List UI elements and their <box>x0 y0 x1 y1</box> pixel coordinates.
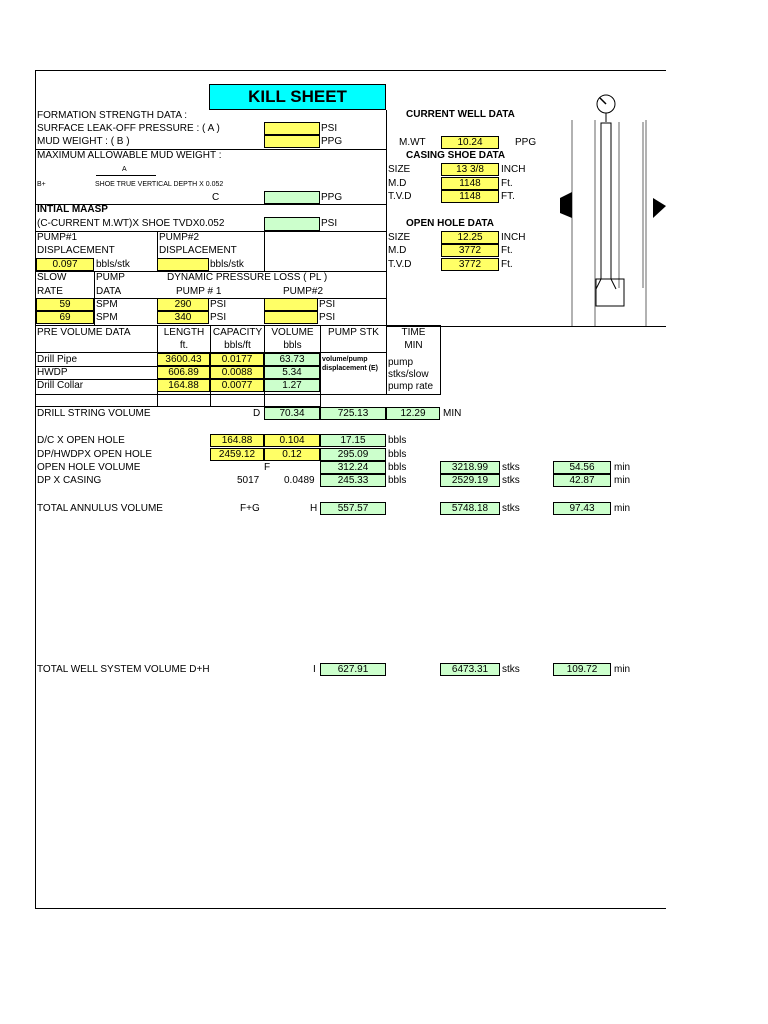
pump2-pl-2-unit: PSI <box>319 312 336 323</box>
casing-md-unit: Ft. <box>501 178 513 189</box>
oh-volume-label: OPEN HOLE VOLUME <box>37 462 141 473</box>
current-well-label: CURRENT WELL DATA <box>406 109 515 120</box>
dc-oh-volume: 17.15 <box>320 434 386 447</box>
drill-string-time: 12.29 <box>386 407 440 420</box>
pump-note-2: stks/slow <box>388 369 429 380</box>
dp-casing-time-unit: min <box>614 475 631 486</box>
mudweight-input[interactable] <box>264 135 320 148</box>
leakoff-unit: PSI <box>321 123 338 134</box>
drill-pipe-length[interactable]: 3600.43 <box>157 353 210 366</box>
casing-md-value[interactable]: 1148 <box>441 177 499 190</box>
oh-md-label: M.D <box>388 245 407 256</box>
drill-string-label: DRILL STRING VOLUME <box>37 408 151 419</box>
pump-label: PUMP <box>96 272 125 283</box>
hwdp-length[interactable]: 606.89 <box>157 366 210 379</box>
maasp-label: INTIAL MAASP <box>37 204 108 215</box>
volume-unit-header: bbls <box>283 340 302 351</box>
mwt-label: M.WT <box>399 137 426 148</box>
pump1-displacement-unit: bbls/stk <box>96 259 130 270</box>
dp-oh-label: DP/HWDPX OPEN HOLE <box>37 449 153 460</box>
maamw-unit: PPG <box>321 192 343 203</box>
drill-collar-length[interactable]: 164.88 <box>157 379 210 392</box>
slow-rate-1[interactable]: 59 <box>36 298 94 311</box>
slow-rate-2-unit: SPM <box>96 312 118 323</box>
hwdp-volume: 5.34 <box>264 366 320 379</box>
mudweight-label: MUD WEIGHT : ( B ) <box>37 136 130 147</box>
dp-casing-time: 42.87 <box>553 474 611 487</box>
slow-rate-2[interactable]: 69 <box>36 311 94 324</box>
oh-volume-unit: bbls <box>388 462 407 473</box>
pump2-pl-1-unit: PSI <box>319 299 336 310</box>
formula-fraction-line <box>96 175 156 176</box>
total-annulus-strokes-unit: stks <box>502 503 520 514</box>
formula-denominator: SHOE TRUE VERTICAL DEPTH X 0.052 <box>95 181 224 188</box>
formula-bplus: B+ <box>37 181 46 188</box>
pump2-displacement-unit: bbls/stk <box>210 259 244 270</box>
well-schematic <box>548 88 668 328</box>
dc-oh-length[interactable]: 164.88 <box>210 434 264 447</box>
mudweight-unit: PPG <box>321 136 343 147</box>
pump-note-1: pump <box>388 357 414 368</box>
hwdp-capacity[interactable]: 0.0088 <box>210 366 264 379</box>
casing-tvd-unit: FT. <box>501 191 515 202</box>
total-annulus-time: 97.43 <box>553 502 611 515</box>
well-system-strokes-unit: stks <box>502 664 520 675</box>
dp-casing-label: DP X CASING <box>37 475 102 486</box>
total-annulus-formula: F+G <box>240 503 260 514</box>
pump1-header: PUMP # 1 <box>176 286 222 297</box>
well-system-time-unit: min <box>614 664 631 675</box>
page-title: KILL SHEET <box>209 84 386 110</box>
row-line <box>36 231 386 232</box>
col-line <box>386 110 387 326</box>
dp-casing-strokes-unit: stks <box>502 475 520 486</box>
oh-tvd-unit: Ft. <box>501 259 513 270</box>
dp-oh-unit: bbls <box>388 449 407 460</box>
dp-oh-capacity[interactable]: 0.12 <box>264 448 320 461</box>
pump-stk-header: PUMP STK <box>328 327 379 338</box>
volume-pump-note: volume/pump displacement (E) <box>322 356 379 372</box>
total-annulus-time-unit: min <box>614 503 631 514</box>
pump2-displacement-label: DISPLACEMENT <box>159 245 237 256</box>
formula-a: A <box>122 166 127 173</box>
pump1-pl-1-unit: PSI <box>210 299 227 310</box>
drill-string-time-unit: MIN <box>443 408 462 419</box>
total-annulus-letter: H <box>310 503 318 514</box>
oh-tvd-label: T.V.D <box>388 259 412 270</box>
pump1-displacement-value[interactable]: 0.097 <box>36 258 94 271</box>
oh-tvd-value[interactable]: 3772 <box>441 258 499 271</box>
dp-casing-volume: 245.33 <box>320 474 386 487</box>
leakoff-label: SURFACE LEAK-OFF PRESSURE : ( A ) <box>37 123 220 134</box>
rate-label: RATE <box>37 286 63 297</box>
dpl-label: DYNAMIC PRESSURE LOSS ( PL ) <box>167 272 328 283</box>
drill-string-volume: 70.34 <box>264 407 320 420</box>
casing-size-value[interactable]: 13 3/8 <box>441 163 499 176</box>
oh-strokes-value: 3218.99 <box>440 461 500 474</box>
pump2-label: PUMP#2 <box>159 232 200 243</box>
drill-pipe-capacity[interactable]: 0.0177 <box>210 353 264 366</box>
pump1-pl-2[interactable]: 340 <box>157 311 209 324</box>
dc-oh-unit: bbls <box>388 435 407 446</box>
capacity-header: CAPACITY <box>212 327 263 338</box>
total-annulus-strokes: 5748.18 <box>440 502 500 515</box>
oh-volume-value: 312.24 <box>320 461 386 474</box>
drill-string-letter: D <box>253 408 261 419</box>
pump2-displacement-input[interactable] <box>157 258 209 271</box>
dp-casing-capacity: 0.0489 <box>284 475 315 486</box>
well-system-volume: 627.91 <box>320 663 386 676</box>
oh-size-unit: INCH <box>501 232 526 243</box>
dc-oh-label: D/C X OPEN HOLE <box>37 435 125 446</box>
casing-tvd-value[interactable]: 1148 <box>441 190 499 203</box>
oh-size-value[interactable]: 12.25 <box>441 231 499 244</box>
pump2-pl-1[interactable] <box>264 298 318 311</box>
frame-bottom-line <box>35 908 666 909</box>
well-system-letter: I <box>313 664 316 675</box>
dp-casing-unit: bbls <box>388 475 407 486</box>
pump1-pl-1[interactable]: 290 <box>157 298 209 311</box>
pressure-gauge-icon <box>597 95 615 113</box>
frame-left-line <box>35 70 36 909</box>
dp-casing-length: 5017 <box>237 475 260 486</box>
time-header: TIME <box>401 327 426 338</box>
slow-rate-1-unit: SPM <box>96 299 118 310</box>
maamw-label: MAXIMUM ALLOWABLE MUD WEIGHT : <box>37 150 222 161</box>
capacity-unit-header: bbls/ft <box>224 340 251 351</box>
total-annulus-label: TOTAL ANNULUS VOLUME <box>37 503 163 514</box>
formation-label: FORMATION STRENGTH DATA : <box>37 110 187 121</box>
col-line <box>264 231 265 271</box>
drill-pipe-volume: 63.73 <box>264 353 320 366</box>
oh-md-value[interactable]: 3772 <box>441 244 499 257</box>
length-unit-header: ft. <box>179 340 189 351</box>
drill-string-strokes: 725.13 <box>320 407 386 420</box>
well-system-time: 109.72 <box>553 663 611 676</box>
casing-md-label: M.D <box>388 178 407 189</box>
casing-tvd-label: T.V.D <box>388 191 412 202</box>
casing-size-label: SIZE <box>388 164 411 175</box>
pump1-label: PUMP#1 <box>37 232 78 243</box>
mwt-unit: PPG <box>515 137 537 148</box>
drill-collar-capacity[interactable]: 0.0077 <box>210 379 264 392</box>
oh-time-unit: min <box>614 462 631 473</box>
oh-volume-letter: F <box>264 462 271 473</box>
maasp-formula: (C-CURRENT M.WT)X SHOE TVDX0.052 <box>37 218 225 229</box>
oh-size-label: SIZE <box>388 232 411 243</box>
well-system-label: TOTAL WELL SYSTEM VOLUME D+H <box>37 664 210 675</box>
oh-strokes-unit: stks <box>502 462 520 473</box>
maasp-output <box>264 217 320 231</box>
well-system-strokes: 6473.31 <box>440 663 500 676</box>
frame-top-line <box>35 70 666 71</box>
maasp-unit: PSI <box>321 218 338 229</box>
dc-oh-capacity[interactable]: 0.104 <box>264 434 320 447</box>
pump-note-3: pump rate <box>388 381 434 392</box>
maamw-output <box>264 191 320 204</box>
dp-oh-volume: 295.09 <box>320 448 386 461</box>
oh-md-unit: Ft. <box>501 245 513 256</box>
leakoff-input[interactable] <box>264 122 320 135</box>
table-row-name: Drill Collar <box>37 380 84 391</box>
time-unit-header: MIN <box>404 340 423 351</box>
dp-casing-strokes: 2529.19 <box>440 474 500 487</box>
formula-c: C <box>212 192 220 203</box>
table-row-name: HWDP <box>37 367 68 378</box>
data-label: DATA <box>96 286 122 297</box>
slow-label: SLOW <box>37 272 67 283</box>
length-header: LENGTH <box>163 327 205 338</box>
mwt-value[interactable]: 10.24 <box>441 136 499 149</box>
col-line <box>440 325 441 395</box>
total-annulus-volume: 557.57 <box>320 502 386 515</box>
pump1-displacement-label: DISPLACEMENT <box>37 245 115 256</box>
table-row-name: Drill Pipe <box>37 354 78 365</box>
pump1-pl-2-unit: PSI <box>210 312 227 323</box>
pump2-pl-2[interactable] <box>264 311 318 324</box>
pump2-header: PUMP#2 <box>283 286 324 297</box>
drill-collar-volume: 1.27 <box>264 379 320 392</box>
oh-time-value: 54.56 <box>553 461 611 474</box>
casing-shoe-label: CASING SHOE DATA <box>406 150 506 161</box>
dp-oh-length[interactable]: 2459.12 <box>210 448 264 461</box>
volume-header: VOLUME <box>271 327 314 338</box>
row-line <box>36 394 441 395</box>
open-hole-label: OPEN HOLE DATA <box>406 218 494 229</box>
casing-size-unit: INCH <box>501 164 526 175</box>
pre-volume-label: PRE VOLUME DATA <box>37 327 131 338</box>
